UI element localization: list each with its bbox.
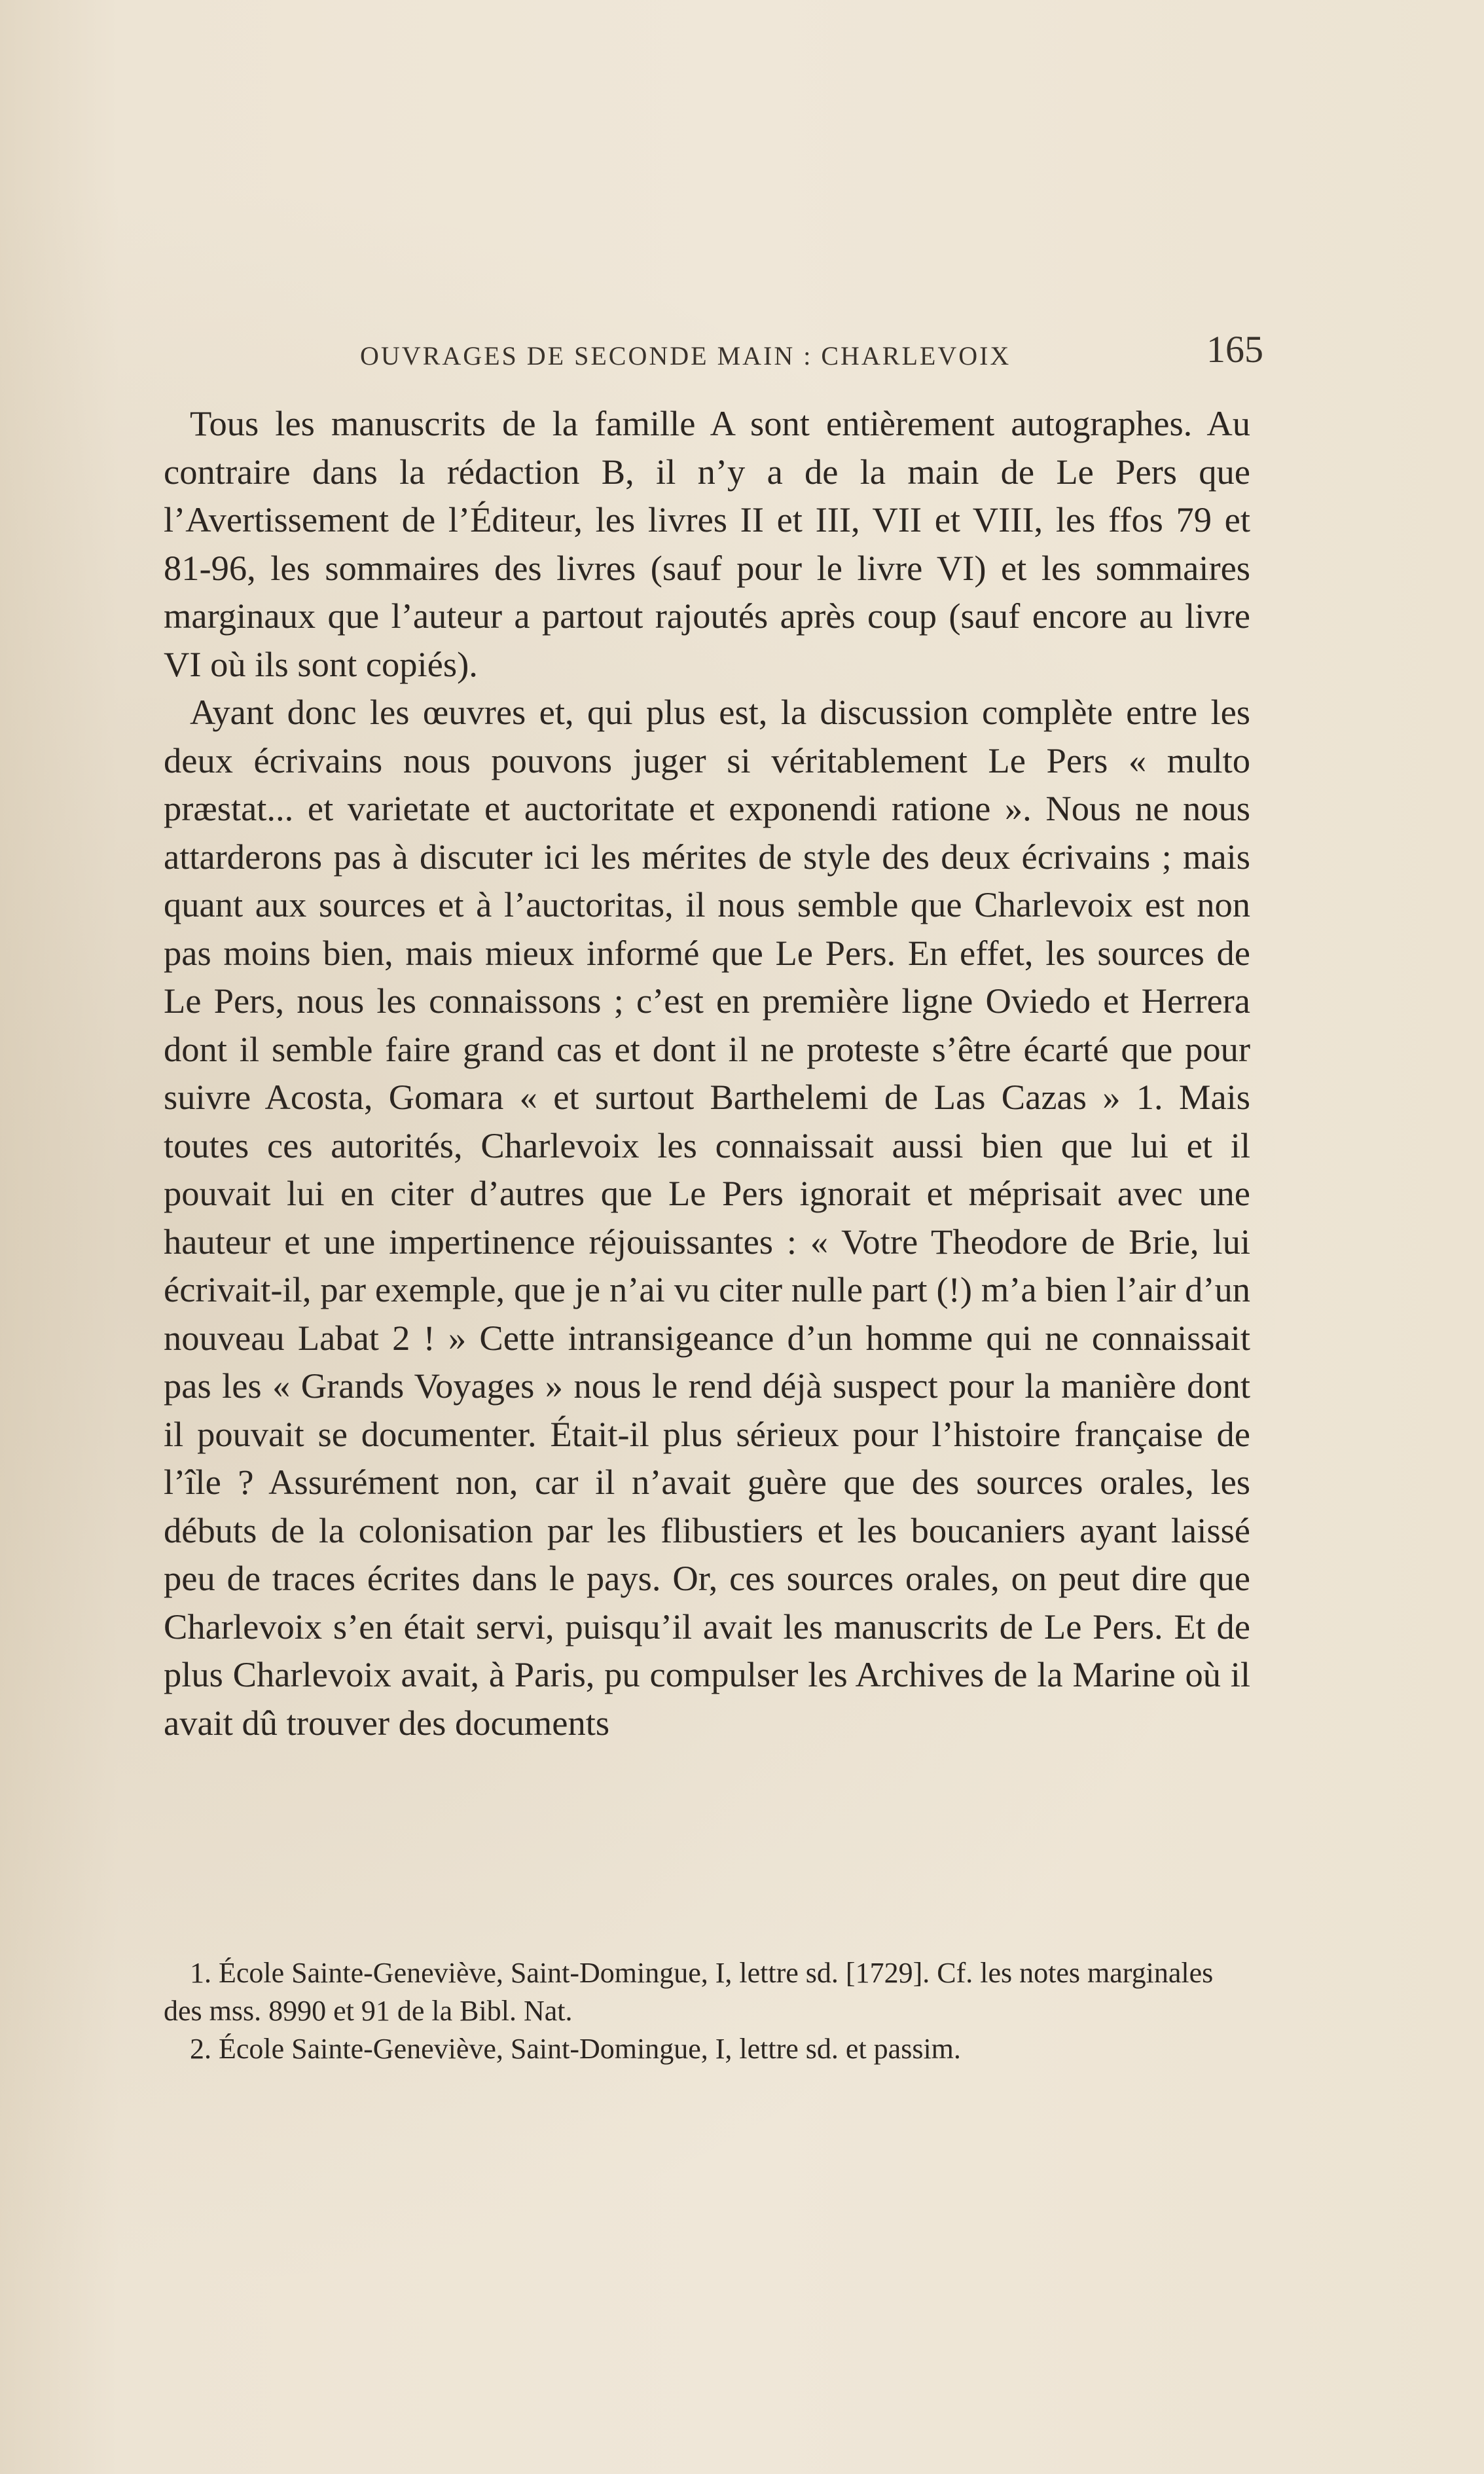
page-number: 165: [1206, 328, 1263, 371]
body-text: [164, 399, 1250, 1747]
running-head: OUVRAGES DE SECONDE MAIN : CHARLEVOIX: [360, 341, 1011, 371]
footnote-1: 1. École Sainte-Geneviève, Saint-Domingue, I, lettre sd. [1729]. Cf. les notes marginales des mss. 8990 et 91 de la Bibl. Nat.: [164, 1957, 1214, 2027]
paragraph-2: Ayant donc les œuvres et, qui plus est, la discussion complète entre les deux écrivains nous pouvons juger si véritablement Le Pers « multo præstat... et varietate et auctoritate et exponendi ratione ». Nous ne nous attarderons pas à discuter ici les mérites de style des deux écrivains ; mais quant aux sources et à l’auctoritas, il nous semble que Charlevoix est non pas moins bien, mais mieux informé que Le Pers. En effet, les sources de Le Pers, nous les connaissons ; c’est en première ligne Oviedo et Herrera dont il semble faire grand cas et dont il ne proteste s’être écarté que pour suivre Acosta, Gomara « et surtout Barthelemi de Las Cazas » 1. Mais toutes ces autorités, Charlevoix les connaissait aussi bien que lui et il pouvait lui en citer d’autres que Le Pers ignorait et méprisait avec une hauteur et une impertinence réjouissantes : « Votre Theodore de Brie, lui écrivait-il, par exemple, que je n’ai vu citer nulle part (!) m’a bien l’air d’un nouveau Labat 2 ! » Cette intransigeance d’un homme qui ne connaissait pas les « Grands Voyages » nous le rend déjà suspect pour la manière dont il pouvait se documenter. Était-il plus sérieux pour l’histoire française de l’île ? Assurément non, car il n’avait guère que des sources orales, les débuts de la colonisation par les flibustiers et les boucaniers ayant laissé peu de traces écrites dans le pays. Or, ces sources orales, on peut dire que Charlevoix s’en était servi, puisqu’il avait les manuscrits de Le Pers. Et de plus Charlevoix avait, à Paris, pu compulser les Archives de la Marine où il avait dû trouver des documents: [164, 692, 1250, 1743]
footnotes: [164, 1954, 1250, 2068]
page-header: [164, 327, 1263, 386]
footnote-2: 2. École Sainte-Geneviève, Saint-Domingue, I, lettre sd. et passim.: [190, 2033, 961, 2065]
paragraph-1: Tous les manuscrits de la famille A sont entièrement autographes. Au contraire dans la rédaction B, il n’y a de la main de Le Pers que l’Avertissement de l’Éditeur, les livres II et III, VII et VIII, les ffos 79 et 81-96, les sommaires des livres (sauf pour le livre VI) et les sommaires marginaux que l’auteur a partout rajoutés après coup (sauf encore au livre VI où ils sont copiés).: [164, 403, 1250, 684]
